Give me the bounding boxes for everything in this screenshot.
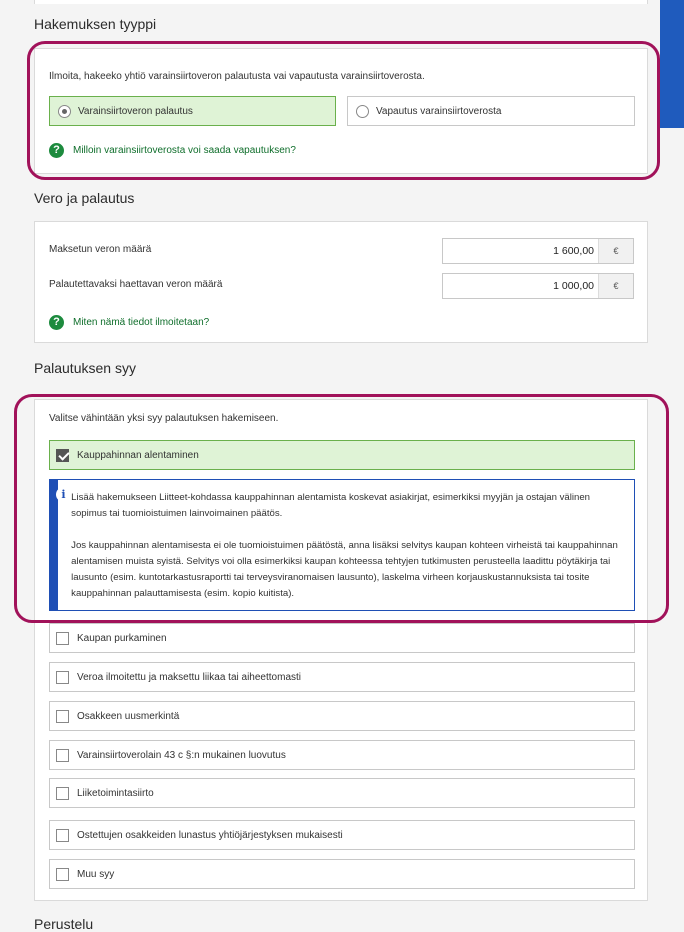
checkbox-business-transfer[interactable]: [56, 787, 69, 800]
radio-refund[interactable]: [49, 96, 336, 126]
reason-option-business-transfer[interactable]: [49, 778, 635, 808]
reason-card: [34, 399, 648, 901]
euro-unit: €: [598, 274, 633, 298]
radio-exemption-circle[interactable]: [356, 105, 369, 118]
reason-option-label: Liiketoimintasiirto: [77, 787, 154, 799]
refund-tax-input[interactable]: [442, 273, 634, 299]
radio-exemption[interactable]: [347, 96, 635, 126]
side-panel-tab[interactable]: [660, 0, 684, 128]
section-title-application-type: Hakemuksen tyyppi: [34, 16, 157, 32]
reason-option-label: Veroa ilmoitettu ja maksettu liikaa tai aiheettomasti: [77, 671, 301, 683]
paid-tax-value[interactable]: 1 600,00: [553, 245, 594, 257]
checkbox-cancellation[interactable]: [56, 632, 69, 645]
tax-card: [34, 221, 648, 343]
previous-card-edge: [34, 0, 648, 4]
reason-option-cancellation[interactable]: [49, 623, 635, 653]
checkbox-other[interactable]: [56, 868, 69, 881]
checkbox-43c[interactable]: [56, 749, 69, 762]
info-paragraph-2: Jos kauppahinnan alentamisesta ei ole tuomioistuimen päätöstä, anna lisäksi selvitys kaupan kohteen virheistä tai kauppahinnan alentamisen muista syistä. Selvitys voi olla esimerkiksi kaupan kohteessa tehtyjen tutkimusten perusteella laadittu pöytäkirja tai lausunto (esim. kuntotarkastusraportti tai terveysviranomaisen lausunto), laskelma virheen korjauskustannuksista tai tosite kauppahinnan palauttamisesta (esim. kopio kuitista).: [71, 540, 618, 599]
section-title-reason: Palautuksen syy: [34, 360, 136, 376]
refund-tax-value[interactable]: 1 000,00: [553, 280, 594, 292]
help-link-tax[interactable]: [49, 315, 209, 330]
checkbox-price-reduction[interactable]: [56, 449, 69, 462]
reason-option-redemption[interactable]: [49, 820, 635, 850]
info-stripe: [50, 480, 66, 610]
reason-option-label: Kauppahinnan alentaminen: [77, 449, 199, 461]
refund-tax-label: Palautettavaksi haettavan veron määrä: [49, 279, 223, 290]
reason-option-other[interactable]: [49, 859, 635, 889]
reason-option-label: Osakkeen uusmerkintä: [77, 710, 180, 722]
reason-option-label: Muu syy: [77, 868, 115, 880]
section-title-tax: Vero ja palautus: [34, 190, 135, 206]
radio-refund-label: Varainsiirtoveron palautus: [78, 105, 193, 117]
checkbox-new-issue[interactable]: [56, 710, 69, 723]
paid-tax-input[interactable]: [442, 238, 634, 264]
application-type-instruction: Ilmoita, hakeeko yhtiö varainsiirtoveron palautusta vai vapautusta varainsiirtoverosta.: [49, 71, 425, 82]
help-link-tax-text[interactable]: Miten nämä tiedot ilmoitetaan?: [73, 317, 210, 328]
question-icon: ?: [49, 143, 64, 158]
application-type-card: [34, 48, 648, 174]
reason-option-label: Kaupan purkaminen: [77, 632, 167, 644]
section-title-next: Perustelu: [34, 916, 94, 932]
reason-instruction: Valitse vähintään yksi syy palautuksen hakemiseen.: [49, 413, 279, 424]
reason-option-label: Varainsiirtoverolain 43 c §:n mukainen luovutus: [77, 749, 286, 761]
radio-exemption-label: Vapautus varainsiirtoverosta: [376, 105, 502, 117]
reason-option-overpaid[interactable]: [49, 662, 635, 692]
info-paragraph-1: Lisää hakemukseen Liitteet-kohdassa kauppahinnan alentamista koskevat asiakirjat, esimerkiksi myyjän ja ostajan välinen sopimus tai tuomioistuimen lainvoimainen päätös.: [71, 492, 591, 519]
info-icon: i: [56, 487, 71, 502]
euro-unit: €: [598, 239, 633, 263]
reason-option-label: Ostettujen osakkeiden lunastus yhtiöjärjestyksen mukaisesti: [77, 829, 343, 841]
question-icon: ?: [49, 315, 64, 330]
checkbox-redemption[interactable]: [56, 829, 69, 842]
reason-option-43c[interactable]: [49, 740, 635, 770]
reason-option-price-reduction[interactable]: [49, 440, 635, 470]
info-text: [58, 480, 634, 610]
checkbox-overpaid[interactable]: [56, 671, 69, 684]
paid-tax-label: Maksetun veron määrä: [49, 244, 152, 255]
help-link-exemption[interactable]: [49, 143, 296, 158]
reason-option-new-issue[interactable]: [49, 701, 635, 731]
radio-refund-circle[interactable]: [58, 105, 71, 118]
help-link-exemption-text[interactable]: Milloin varainsiirtoverosta voi saada vapautuksen?: [73, 145, 296, 156]
info-box: [49, 479, 635, 611]
